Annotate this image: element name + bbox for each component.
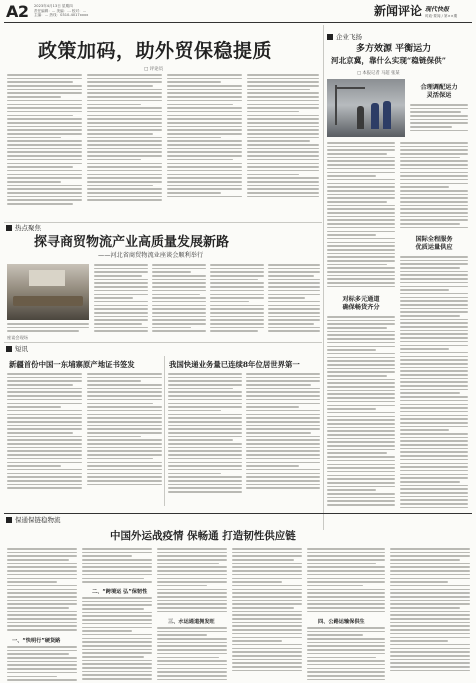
side-subhead-2: 对标多元通道 确保畅货齐分 (342, 296, 380, 311)
issue-hotline: 主编：... 热线：0310-4017xxxx (34, 13, 89, 18)
bottom-body-col5b (307, 627, 385, 682)
crane-silhouette (335, 85, 337, 125)
side-body-left (327, 142, 395, 290)
bottom-subhead-c: 三、水运通道拥发旺 (168, 619, 215, 625)
lead-body-col2 (87, 74, 162, 203)
side-body-right (400, 142, 468, 231)
brief-left-headline: 新疆首份中国一东埔寨原产地证书签发 (9, 360, 135, 369)
bottom-section-label: 保通保链稳物流 (6, 516, 61, 524)
bottom-subhead-b: 二、“跨境运 弘”保韧性 (92, 589, 148, 595)
page-number: A2 (6, 2, 29, 21)
side-subhead-1: 合理调配运力 灵活保运 (420, 84, 458, 99)
lead-byline: □ 评论员 (144, 67, 164, 72)
bottom-top-rule (4, 513, 472, 514)
side-photo-workers (327, 79, 405, 137)
issue-date: 2023年4月13日 星期四 (34, 4, 73, 8)
feature-body-col4 (268, 264, 320, 334)
side-byline: □ 本报记者 马超 张某 (357, 71, 400, 76)
lead-body-col1 (7, 74, 82, 207)
bottom-body-col3 (157, 548, 227, 614)
bottom-body-col1b (7, 646, 77, 683)
bottom-body-col2 (82, 548, 152, 585)
feature-body-col1 (94, 264, 148, 334)
column-divider (323, 25, 324, 530)
briefs-top-rule (4, 342, 322, 343)
bottom-body-col3b (157, 627, 227, 682)
issue-editors: 责任编辑：... 美编：... 校对：... (34, 8, 87, 13)
issue-tag: 时政·要闻 / 第××期 (425, 14, 458, 18)
bottom-body-col1 (7, 548, 77, 633)
paper-name: 现代快报 (425, 6, 450, 13)
lead-body-col3 (167, 74, 242, 199)
brief-right-headline: 我国快递业务量已连续8年位居世界第一 (169, 360, 300, 369)
bottom-body-col6 (390, 548, 470, 673)
feature-subheadline: ——河北省商贸物流业座谈会顺利举行 (98, 252, 204, 259)
section-title: 新闻评论 (374, 4, 423, 18)
side-subhead-4: 国际全程服务 优质运量供应 (415, 236, 453, 251)
worker-figure (357, 106, 364, 129)
feature-body-col2 (152, 264, 206, 334)
side-headline-2: 河北京冀，靠什么实现“稳链保供” (331, 56, 447, 65)
bottom-subhead-d: 四、公路运输保供生 (318, 619, 365, 625)
worker-figure (383, 101, 391, 129)
feature-section-label: 热点聚焦 (6, 224, 41, 232)
bottom-body-col4 (232, 548, 302, 673)
feature-photo-meeting (7, 264, 89, 320)
bottom-body-col2b (82, 597, 152, 682)
brief-right-col2 (246, 373, 320, 491)
feature-photo-caption: 座谈会现场 (7, 335, 28, 340)
feature-top-rule (4, 222, 322, 223)
feature-photo-caption-text (7, 323, 89, 334)
meeting-table (13, 296, 83, 306)
side-headline-1: 多方效源 平衡运力 (356, 44, 432, 54)
brief-left-col2 (87, 373, 162, 487)
masthead-rule (4, 22, 472, 23)
bottom-body-col5 (307, 548, 385, 614)
worker-figure (371, 103, 379, 129)
screen-panel (29, 270, 65, 286)
side-text-1 (410, 104, 468, 134)
side-section-label: 企业飞扬 (327, 33, 362, 41)
side-body-left-2 (327, 316, 395, 508)
feature-body-col3 (210, 264, 264, 334)
crane-arm (335, 87, 365, 89)
briefs-divider (164, 356, 165, 506)
issue-info (34, 4, 88, 18)
brief-left-col1 (7, 373, 82, 491)
lead-headline: 政策加码，助外贸保稳提质 (38, 40, 273, 62)
feature-headline: 探寻商贸物流产业高质量发展新路 (34, 235, 230, 250)
brief-right-col1 (168, 373, 242, 495)
bottom-headline: 中国外运战疫情 保畅通 打造韧性供应链 (110, 530, 296, 542)
side-body-right-2 (400, 256, 468, 510)
lead-body-col4 (247, 74, 319, 199)
bottom-subhead-a: 一、“快明行”硬货路 (12, 638, 61, 644)
briefs-section-label: 短讯 (6, 345, 28, 353)
